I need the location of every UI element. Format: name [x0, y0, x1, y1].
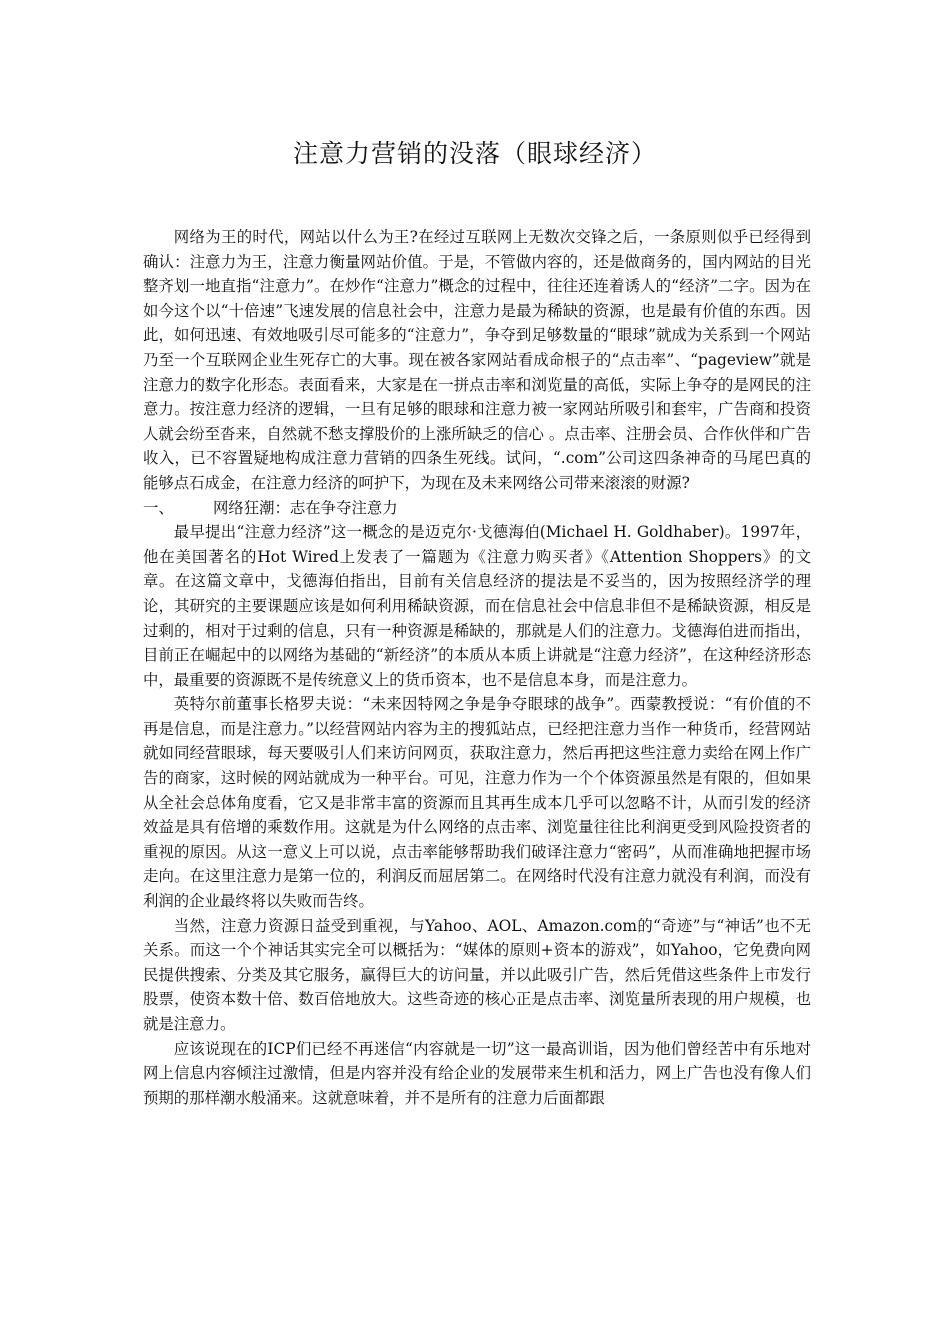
section-heading-1: [143, 496, 811, 521]
document-body: [143, 225, 811, 1110]
document-title: 注意力营销的没落（眼球经济）: [292, 139, 657, 168]
paragraph-intro: 网络为王的时代，网站以什么为王?在经过互联网上无数次交锋之后，一条原则似乎已经得到确认：注意力为王，注意力衡量网站价值。于是，不管做内容的，还是做商务的，国内网站的目光整齐划一地直指“注意力”。在炒作“注意力”概念的过程中，往往还连着诱人的“经济”二字。因为在如今这个以“十倍速”飞速发展的信息社会中，注意力是最为稀缺的资源，也是最有价值的东西。因此，如何迅速、有效地吸引尽可能多的“注意力”，争夺到足够数量的“眼球”就成为关系到一个网站乃至一个互联网企业生死存亡的大事。现在被各家网站看成命根子的“点击率”、“pageview”就是注意力的数字化形态。表面看来，大家是在一拼点击率和浏览量的高低，实际上争夺的是网民的注意力。按注意力经济的逻辑，一旦有足够的眼球和注意力被一家网站所吸引和套牢，广告商和投资人就会纷至沓来，自然就不愁支撑股价的上涨所缺乏的信心 。点击率、注册会员、合作伙伴和广告收入，已不容置疑地构成注意力营销的四条生死线。试问，“.com”公司这四条神奇的马尾巴真的能够点石成金，在注意力经济的呵护下，为现在及未来网络公司带来滚滚的财源?: [143, 228, 811, 492]
section-number: 一、: [143, 498, 174, 517]
paragraph-goldhaber: 最早提出“注意力经济”这一概念的是迈克尔·戈德海伯(Michael H. Goldhaber)。1997年，他在美国著名的Hot Wired上发表了一篇题为《注意力购买者》《Attention Shoppers》的文章。在这篇文章中，戈德海伯指出，目前有关信息经济的提法是不妥当的，因为按照经济学的理论，其研究的主要课题应该是如何利用稀缺资源，而在信息社会中信息非但不是稀缺资源，相反是过剩的，相对于过剩的信息，只有一种资源是稀缺的，那就是人们的注意力。戈德海伯进而指出，目前正在崛起中的以网络为基础的“新经济”的本质从本质上讲就是“注意力经济”，在这种经济形态中，最重要的资源既不是传统意义上的货币资本，也不是信息本身，而是注意力。: [143, 523, 811, 689]
paragraph-grove: 英特尔前董事长格罗夫说：“未来因特网之争是争夺眼球的战争”。西蒙教授说：“有价值的不再是信息，而是注意力。”以经营网站内容为主的搜狐站点，已经把注意力当作一种货币，经营网站就如同经营眼球，每天要吸引人们来访问网页，获取注意力，然后再把这些注意力卖给在网上作广告的商家，这时候的网站就成为一种平台。可见，注意力作为一个个体资源虽然是有限的，但如果从全社会总体角度看，它又是非常丰富的资源而且其再生成本几乎可以忽略不计，从而引发的经济效益是具有倍增的乘数作用。这就是为什么网络的点击率、浏览量往往比利润更受到风险投资者的重视的原因。从这一意义上可以说，点击率能够帮助我们破译注意力“密码”，从而准确地把握市场走向。在这里注意力是第一位的，利润反而屈居第二。在网络时代没有注意力就没有利润，而没有利润的企业最终将以失败而告终。: [143, 695, 811, 911]
paragraph-icp: 应该说现在的ICP们已经不再迷信“内容就是一切”这一最高训诣，因为他们曾经苦中有乐地对网上信息内容倾注过激情，但是内容并没有给企业的发展带来生机和活力，网上广告也没有像人们预期的那样潮水般涌来。这就意味着，并不是所有的注意力后面都跟: [143, 1039, 811, 1107]
section-title: 网络狂潮：志在争夺注意力: [212, 498, 398, 517]
paragraph-yahoo: 当然，注意力资源日益受到重视，与Yahoo、AOL、Amazon.com的“奇迹”与“神话”也不无关系。而这一个个神话其实完全可以概括为：“媒体的原则+资本的游戏”，如Yahoo，它免费向网民提供搜索、分类及其它服务，赢得巨大的访问量，并以此吸引广告，然后凭借这些条件上市发行股票，使资本数十倍、数百倍地放大。这些奇迹的核心正是点击率、浏览量所表现的用户规模，也就是注意力。: [143, 916, 811, 1033]
